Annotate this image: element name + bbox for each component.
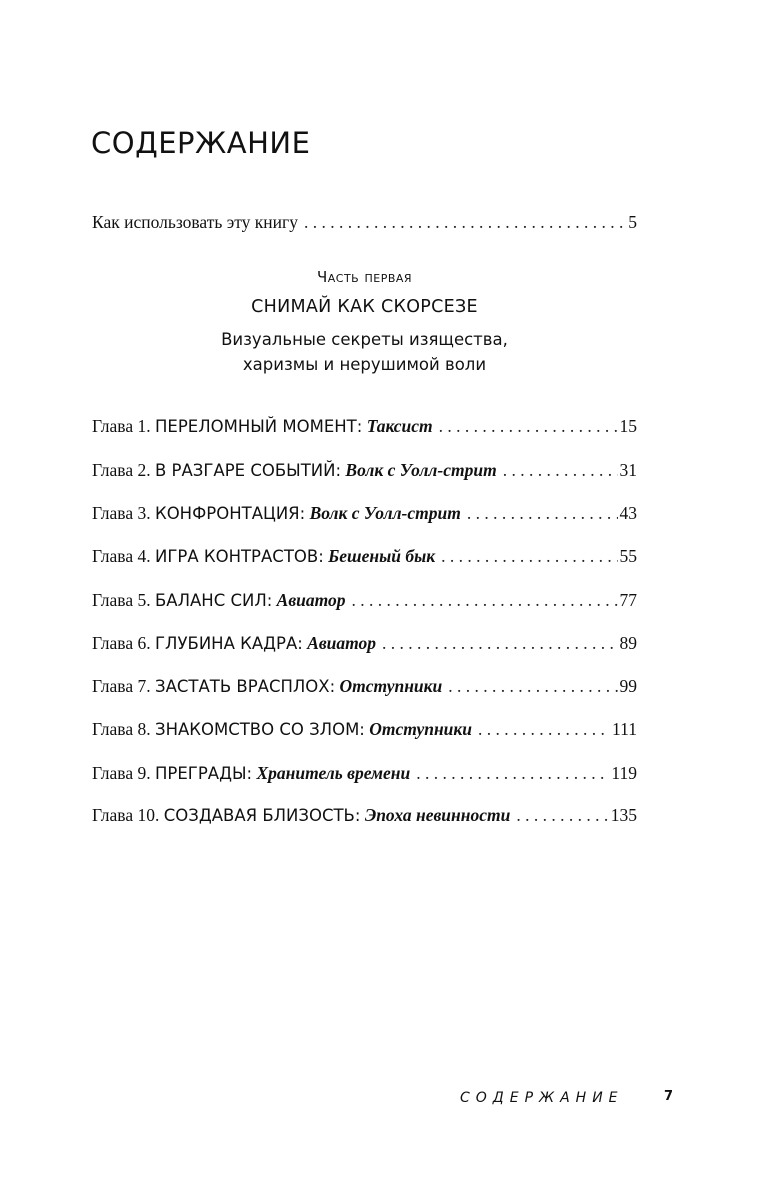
chapter-page: 89 (619, 633, 637, 653)
dot-leader (382, 632, 617, 654)
chapter-prefix: Глава 10. (92, 805, 160, 825)
dot-leader (416, 762, 609, 784)
chapter-page: 31 (619, 460, 637, 480)
dot-leader (448, 675, 617, 697)
dot-leader (478, 718, 610, 740)
toc-entry-chapter-8[interactable] (92, 718, 637, 741)
chapter-film: Эпоха невинности (364, 805, 511, 825)
chapter-page: 111 (612, 719, 637, 739)
chapter-film: Волк с Уолл-стрит (345, 460, 497, 480)
dot-leader (441, 545, 617, 567)
dot-leader (304, 211, 626, 233)
page-number: 7 (664, 1089, 674, 1104)
dot-leader (503, 459, 618, 481)
chapter-title: ПЕРЕЛОМНЫЙ МОМЕНТ: (154, 417, 363, 436)
chapter-title: ГЛУБИНА КАДРА: (154, 634, 303, 653)
toc-entry-chapter-7[interactable] (92, 675, 637, 698)
chapter-film: Отступники (339, 676, 443, 696)
chapter-prefix: Глава 4. (92, 546, 151, 566)
dot-leader (352, 589, 618, 611)
chapter-page: 119 (611, 763, 637, 783)
toc-entry-chapter-10[interactable] (92, 804, 637, 827)
chapter-title: СОЗДАВАЯ БЛИЗОСТЬ: (163, 806, 361, 825)
toc-entry-chapter-5[interactable] (92, 589, 637, 612)
page-title: СОДЕРЖАНИЕ (91, 126, 311, 160)
chapter-film: Авиатор (276, 590, 346, 610)
chapter-page: 77 (619, 590, 637, 610)
chapter-title: КОНФРОНТАЦИЯ: (154, 504, 306, 523)
part-heading (92, 268, 637, 377)
chapter-film: Бешеный бык (328, 546, 436, 566)
chapter-prefix: Глава 9. (92, 763, 151, 783)
toc-entry-chapter-2[interactable] (92, 459, 637, 482)
toc-entry-chapter-9[interactable] (92, 762, 637, 785)
dot-leader (516, 804, 608, 826)
toc-entry-chapter-6[interactable] (92, 632, 637, 655)
dot-leader (439, 415, 618, 437)
chapter-film: Таксист (366, 416, 433, 436)
chapter-page: 135 (610, 805, 637, 825)
running-footer: СОДЕРЖАНИЕ (460, 1090, 624, 1106)
dot-leader (467, 502, 618, 524)
chapter-film: Отступники (369, 719, 472, 739)
toc-entry-chapter-3[interactable] (92, 502, 637, 525)
chapter-prefix: Глава 2. (92, 460, 151, 480)
chapter-film: Волк с Уолл-стрит (309, 503, 461, 523)
toc-entry-intro[interactable] (92, 211, 637, 233)
chapter-title: В РАЗГАРЕ СОБЫТИЙ: (154, 461, 342, 480)
chapter-title: ИГРА КОНТРАСТОВ: (154, 547, 324, 566)
chapter-page: 15 (619, 416, 637, 436)
chapter-page: 55 (619, 546, 637, 566)
chapter-prefix: Глава 6. (92, 633, 151, 653)
chapter-title: ПРЕГРАДЫ: (154, 764, 253, 783)
chapter-film: Хранитель времени (256, 763, 411, 783)
chapter-prefix: Глава 1. (92, 416, 151, 436)
entry-title: Как использовать эту книгу (92, 212, 298, 232)
chapter-title: БАЛАНС СИЛ: (154, 591, 273, 610)
chapter-prefix: Глава 5. (92, 590, 151, 610)
part-subtitle (92, 327, 637, 377)
chapter-page: 99 (619, 676, 637, 696)
chapter-prefix: Глава 8. (92, 719, 151, 739)
entry-page: 5 (628, 212, 637, 232)
part-label: Часть первая (316, 268, 413, 286)
part-subtitle-line-2: харизмы и нерушимой воли (242, 355, 487, 374)
part-subtitle-line-1: Визуальные секреты изящества, (221, 330, 508, 349)
chapter-title: ЗНАКОМСТВО СО ЗЛОМ: (154, 720, 365, 739)
chapter-title: ЗАСТАТЬ ВРАСПЛОХ: (154, 677, 336, 696)
chapter-page: 43 (619, 503, 637, 523)
toc-entry-chapter-4[interactable] (92, 545, 637, 568)
chapter-prefix: Глава 3. (92, 503, 151, 523)
part-title: СНИМАЙ КАК СКОРСЕЗЕ (251, 297, 478, 317)
chapter-film: Авиатор (307, 633, 377, 653)
toc-entry-chapter-1[interactable] (92, 415, 637, 438)
chapter-prefix: Глава 7. (92, 676, 151, 696)
